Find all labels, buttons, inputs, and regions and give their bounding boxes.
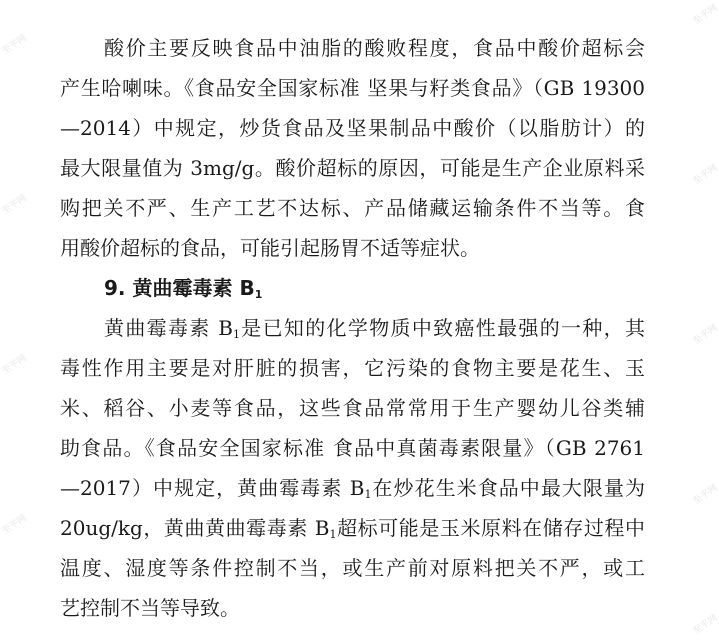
watermark-text: 至平网 (0, 33, 29, 57)
watermark-text: 至平网 (0, 193, 29, 217)
paragraph-2-line-3: 米、稻谷、小麦等食品，这些食品常常用于生产婴幼儿谷类辅 (60, 396, 645, 420)
section-9-heading-text: 9. 黄曲霉毒素 B (104, 276, 255, 300)
watermark-text: 至平网 (691, 3, 719, 27)
paragraph-2-line-5-part-a: —2017）中规定，黄曲霉毒素 B (60, 476, 365, 500)
paragraph-2-line-6-subscript: 1 (329, 528, 337, 541)
paragraph-2-line-1 (104, 316, 645, 347)
paragraph-2-line-1-part-a: 黄曲霉毒素 B (104, 316, 233, 340)
paragraph-2-line-1-subscript: 1 (232, 328, 240, 341)
paragraph-1-line-4: 最大限量值为 3mg/g。酸价超标的原因，可能是生产企业原料采 (60, 156, 645, 180)
watermark-text: 至平网 (691, 483, 719, 507)
paragraph-2-line-4: 助食品。《食品安全国家标准 食品中真菌毒素限量》（GB 2761 (60, 436, 645, 460)
paragraph-1-line-2: 产生哈喇味。《食品安全国家标准 坚果与籽类食品》（GB 19300 (60, 76, 645, 100)
watermark-text: 至平网 (691, 323, 719, 347)
section-9-heading-subscript: 1 (254, 288, 263, 301)
paragraph-2-line-5 (60, 476, 645, 507)
paragraph-2-line-6 (60, 516, 645, 547)
paragraph-2-line-7: 温度、湿度等条件控制不当，或生产前对原料把关不严，或工 (60, 556, 645, 580)
paragraph-2-line-5-subscript: 1 (364, 488, 372, 501)
watermark-text: 至平网 (691, 163, 719, 187)
paragraph-2-line-1-part-b: 是已知的化学物质中致癌性最强的一种，其 (239, 316, 646, 340)
watermark-text: 至平网 (0, 513, 29, 537)
watermark-band-left (0, 0, 29, 642)
watermark-text: 至平网 (691, 613, 719, 637)
paragraph-1-line-6: 用酸价超标的食品，可能引起肠胃不适等症状。 (60, 236, 480, 260)
paragraph-1-line-1: 酸价主要反映食品中油脂的酸败程度，食品中酸价超标会 (104, 36, 645, 60)
paragraph-2-line-6-part-b: 超标可能是玉米原料在储存过程中 (336, 516, 645, 540)
paragraph-2-line-6-part-a: 20ug/kg，黄曲黄曲霉毒素 B (60, 516, 330, 540)
watermark-text: 至平网 (0, 353, 29, 377)
paragraph-2-line-8: 艺控制不当等导致。 (60, 596, 240, 620)
paragraph-1-line-5: 购把关不严、生产工艺不达标、产品储藏运输条件不当等。食 (60, 196, 645, 220)
paragraph-1-line-3: —2014）中规定，炒货食品及坚果制品中酸价（以脂肪计）的 (60, 116, 645, 140)
watermark-band-right (691, 0, 719, 642)
section-9-heading (104, 276, 262, 307)
paragraph-2-line-2: 毒性作用主要是对肝脏的损害，它污染的食物主要是花生、玉 (60, 356, 645, 380)
paragraph-2-line-5-part-b: 在炒花生米食品中最大限量为 (371, 476, 646, 500)
